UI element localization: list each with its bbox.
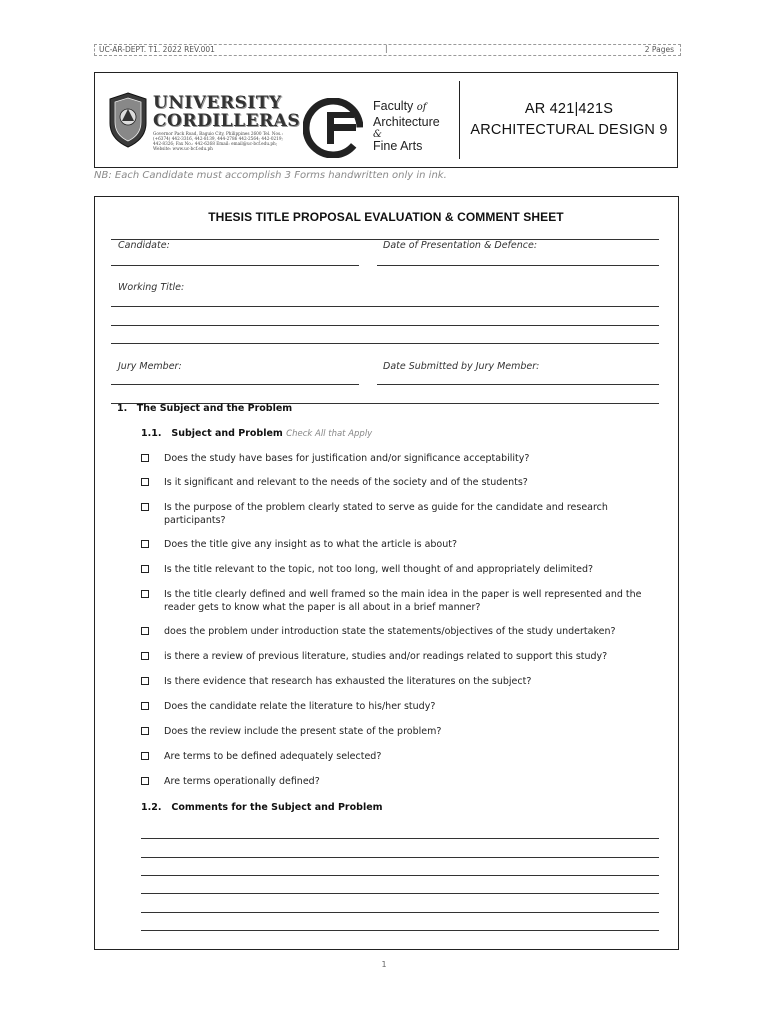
- checklist-item[interactable]: [141, 502, 651, 527]
- checklist-item-text: Does the title give any insight as to what the article is about?: [164, 539, 458, 550]
- checklist-item[interactable]: [141, 626, 651, 639]
- subsection-1-2-number: 1.2.: [141, 802, 162, 813]
- checklist-item[interactable]: [141, 453, 651, 466]
- date-submitted-field-line[interactable]: [377, 384, 659, 385]
- checklist-item[interactable]: [141, 776, 651, 789]
- candidate-label: Candidate:: [118, 240, 170, 251]
- comment-line[interactable]: [141, 930, 659, 931]
- faculty-architecture: Architecture: [373, 115, 440, 129]
- jury-member-field-line[interactable]: [111, 384, 359, 385]
- header-divider: [459, 81, 460, 159]
- checklist-item-text: Is the title relevant to the topic, not too long, well thought of and appropriately delimited?: [164, 564, 594, 575]
- checklist-item-text: Is there evidence that research has exhausted the literatures on the subject?: [164, 676, 532, 687]
- jury-member-label: Jury Member:: [118, 361, 182, 372]
- document-code: UC-AR-DEPT. T1. 2022 REV.001: [99, 45, 215, 54]
- faculty-of: of: [416, 102, 427, 113]
- checkbox[interactable]: [141, 752, 149, 760]
- date-presentation-label: Date of Presentation & Defence:: [383, 240, 538, 251]
- checkbox[interactable]: [141, 565, 149, 573]
- checkbox[interactable]: [141, 702, 149, 710]
- course-name: ARCHITECTURAL DESIGN 9: [470, 122, 668, 138]
- checkbox[interactable]: [141, 677, 149, 685]
- evaluation-form: [94, 196, 679, 950]
- checklist-item-text: Are terms to be defined adequately selected?: [164, 751, 382, 762]
- comment-line[interactable]: [141, 893, 659, 894]
- university-seal-icon: [107, 91, 149, 149]
- checkbox[interactable]: [141, 503, 149, 511]
- page-number: 1: [381, 960, 387, 969]
- comment-line[interactable]: [141, 875, 659, 876]
- faculty-fine-arts: Fine Arts: [373, 139, 423, 153]
- nb-note: NB: Each Candidate must accomplish 3 Forms handwritten only in ink.: [94, 170, 447, 181]
- working-title-line-3[interactable]: [111, 343, 659, 344]
- letterhead: [94, 72, 678, 168]
- date-submitted-label: Date Submitted by Jury Member:: [383, 361, 540, 372]
- section-1-heading: 1. The Subject and the Problem: [117, 403, 293, 414]
- checklist-item[interactable]: [141, 676, 651, 689]
- checklist-item-text: is there a review of previous literature, studies and/or readings related to support this study?: [164, 651, 608, 662]
- university-logo: [107, 91, 301, 153]
- faculty-name: [373, 99, 440, 154]
- working-title-label: Working Title:: [118, 282, 185, 293]
- strip-separator: |: [385, 44, 388, 53]
- checklist-item[interactable]: [141, 539, 651, 552]
- faculty-word: Faculty: [373, 99, 414, 113]
- document-control-strip: [94, 44, 681, 56]
- subsection-1-2-title: Comments for the Subject and Problem: [171, 802, 383, 813]
- checkbox[interactable]: [141, 627, 149, 635]
- form-title: THESIS TITLE PROPOSAL EVALUATION & COMMENT SHEET: [208, 210, 564, 224]
- checkbox[interactable]: [141, 590, 149, 598]
- checklist-item-text: Does the study have bases for justification and/or significance acceptability?: [164, 453, 530, 464]
- subsection-1-1-hint: Check All that Apply: [286, 429, 373, 439]
- subsection-1-2-heading: [141, 802, 383, 813]
- checklist-item[interactable]: [141, 564, 651, 577]
- subsection-1-1-number: 1.1.: [141, 428, 162, 439]
- checklist-item-text: Does the review include the present state of the problem?: [164, 726, 442, 737]
- comment-line[interactable]: [141, 912, 659, 913]
- subsection-1-1-title: Subject and Problem: [171, 428, 283, 439]
- university-name-line1: UNIVERSITY: [153, 93, 282, 113]
- checklist-item-text: Does the candidate relate the literature to his/her study?: [164, 701, 436, 712]
- checklist-item[interactable]: [141, 751, 651, 764]
- checklist-item-text: Is it significant and relevant to the needs of the society and of the students?: [164, 477, 528, 488]
- subsection-1-1-heading: [141, 428, 372, 439]
- checklist-item[interactable]: [141, 701, 651, 714]
- checkbox[interactable]: [141, 454, 149, 462]
- course-code: AR 421|421S: [524, 101, 614, 117]
- checkbox[interactable]: [141, 652, 149, 660]
- faculty-ampersand: &: [373, 129, 382, 140]
- university-address: Governor Pack Road, Baguio City, Philippines 2600 Tel. Nos.: (+6374) 442-3316, 442-8139, 444-2786 442-2564; 442-0219; 442-8326; Fax No.: 442-6268 Email: email@uc-bcf.edu.ph; Website: www.uc-bcf.edu.ph: [153, 131, 283, 151]
- checklist-item[interactable]: [141, 589, 651, 614]
- working-title-line-2[interactable]: [111, 325, 659, 326]
- working-title-line-1[interactable]: [111, 306, 659, 307]
- comment-line[interactable]: [141, 838, 659, 839]
- checklist-item[interactable]: [141, 726, 651, 739]
- checklist-item-text: Are terms operationally defined?: [164, 776, 320, 787]
- checklist-item-text: does the problem under introduction state the statements/objectives of the study undertaken?: [164, 626, 616, 637]
- comment-line[interactable]: [141, 857, 659, 858]
- checklist-item[interactable]: [141, 477, 651, 490]
- checkbox[interactable]: [141, 478, 149, 486]
- checklist-item[interactable]: [141, 651, 651, 664]
- page-count: 2 Pages: [644, 45, 674, 54]
- checkbox[interactable]: [141, 777, 149, 785]
- checklist-item-text: Is the title clearly defined and well framed so the main idea in the paper is well represented and the reader gets to know what the paper is all about in a brief manner?: [164, 589, 642, 613]
- university-name-line2: CORDILLERAS: [153, 111, 301, 131]
- checklist-item-text: Is the purpose of the problem clearly stated to serve as guide for the candidate and research participants?: [164, 502, 608, 526]
- candidate-field-line[interactable]: [111, 265, 359, 266]
- faculty-logo-icon: [303, 98, 363, 158]
- date-presentation-field-line[interactable]: [377, 265, 659, 266]
- checkbox[interactable]: [141, 540, 149, 548]
- checkbox[interactable]: [141, 727, 149, 735]
